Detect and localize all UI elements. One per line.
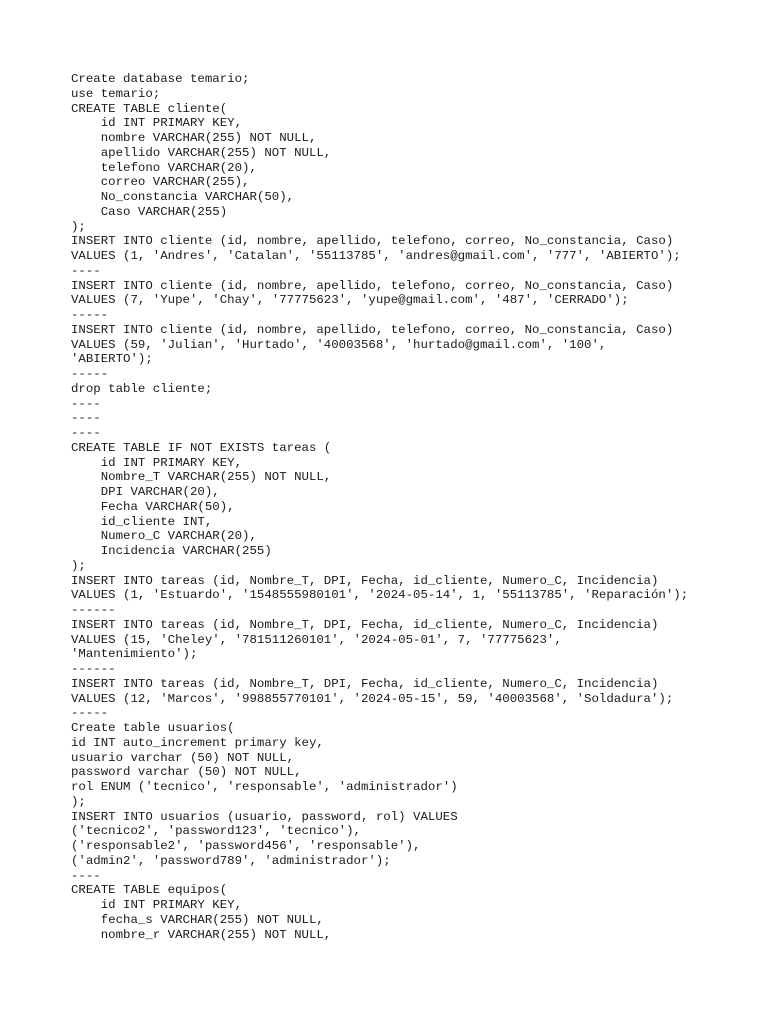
code-line: ----- [71,706,109,721]
code-line: INSERT INTO cliente (id, nombre, apellido, telefono, correo, No_constancia, Caso) [71,234,674,249]
code-line: ); [71,558,86,573]
code-line: ); [71,219,86,234]
code-line: Nombre_T VARCHAR(255) NOT NULL, [71,470,332,485]
code-line: telefono VARCHAR(20), [71,160,257,175]
code-line: apellido VARCHAR(255) NOT NULL, [71,145,332,160]
code-line: VALUES (15, 'Cheley', '781511260101', '2024-05-01', 7, '77775623', [71,632,562,647]
code-line: VALUES (7, 'Yupe', 'Chay', '77775623', 'yupe@gmail.com', '487', 'CERRADO'); [71,293,629,308]
code-line: INSERT INTO cliente (id, nombre, apellido, telefono, correo, No_constancia, Caso) [71,278,674,293]
code-line: 'Mantenimiento'); [71,647,198,662]
code-line: correo VARCHAR(255), [71,175,250,190]
code-line: VALUES (1, 'Andres', 'Catalan', '55113785', 'andres@gmail.com', '777', 'ABIERTO'); [71,249,681,263]
code-line: usuario varchar (50) NOT NULL, [71,750,295,765]
code-line: Caso VARCHAR(255) [71,204,228,219]
code-line: No_constancia VARCHAR(50), [71,190,295,204]
code-line: ('tecnico2', 'password123', 'tecnico'), [71,824,361,839]
code-line: Numero_C VARCHAR(20), [71,529,257,544]
code-line: nombre VARCHAR(255) NOT NULL, [71,131,317,145]
code-line: ---- [71,263,101,278]
code-line: CREATE TABLE cliente( [71,101,228,116]
code-line: CREATE TABLE equipos( [71,883,228,898]
code-line: fecha_s VARCHAR(255) NOT NULL, [71,912,324,927]
code-line: ---- [71,426,101,440]
code-line: 'ABIERTO'); [71,352,153,367]
code-line: ------ [71,603,116,617]
code-line: id INT PRIMARY KEY, [71,898,243,912]
code-line: use temario; [71,86,161,101]
code-line: ------ [71,662,116,676]
code-line: Incidencia VARCHAR(255) [71,544,272,558]
code-line: ); [71,794,86,809]
code-line: INSERT INTO tareas (id, Nombre_T, DPI, Fecha, id_cliente, Numero_C, Incidencia) [71,617,659,632]
sql-code-block [71,72,761,942]
code-line: ---- [71,411,101,426]
code-line: INSERT INTO cliente (id, nombre, apellido, telefono, correo, No_constancia, Caso) [71,322,674,337]
code-line: Create table usuarios( [71,721,235,735]
code-line: ----- [71,367,109,381]
code-line: INSERT INTO tareas (id, Nombre_T, DPI, Fecha, id_cliente, Numero_C, Incidencia) [71,676,659,691]
code-line: VALUES (1, 'Estuardo', '1548555980101', '2024-05-14', 1, '55113785', 'Reparación'); [71,588,689,603]
code-line: id INT PRIMARY KEY, [71,455,243,470]
code-line: INSERT INTO tareas (id, Nombre_T, DPI, Fecha, id_cliente, Numero_C, Incidencia) [71,573,659,588]
code-line: ---- [71,868,101,883]
code-line: rol ENUM ('tecnico', 'responsable', 'administrador') [71,780,458,794]
code-line: Fecha VARCHAR(50), [71,499,235,514]
code-line: VALUES (12, 'Marcos', '998855770101', '2024-05-15', 59, '40003568', 'Soldadura'); [71,691,674,706]
code-line: ----- [71,308,109,322]
code-line: DPI VARCHAR(20), [71,485,220,499]
code-line: id_cliente INT, [71,514,213,529]
code-line: ('admin2', 'password789', 'administrador'); [71,853,391,868]
code-line: ---- [71,396,101,411]
code-line: drop table cliente; [71,381,213,396]
code-line: id INT PRIMARY KEY, [71,116,243,131]
code-line: ('responsable2', 'password456', 'responsable'), [71,839,421,853]
code-line: CREATE TABLE IF NOT EXISTS tareas ( [71,440,332,455]
code-line: nombre_r VARCHAR(255) NOT NULL, [71,927,332,942]
code-line: Create database temario; [71,72,250,86]
code-line: password varchar (50) NOT NULL, [71,765,302,780]
code-line: VALUES (59, 'Julian', 'Hurtado', '40003568', 'hurtado@gmail.com', '100', [71,337,607,352]
code-line: INSERT INTO usuarios (usuario, password, rol) VALUES [71,809,458,824]
code-line: id INT auto_increment primary key, [71,735,324,750]
